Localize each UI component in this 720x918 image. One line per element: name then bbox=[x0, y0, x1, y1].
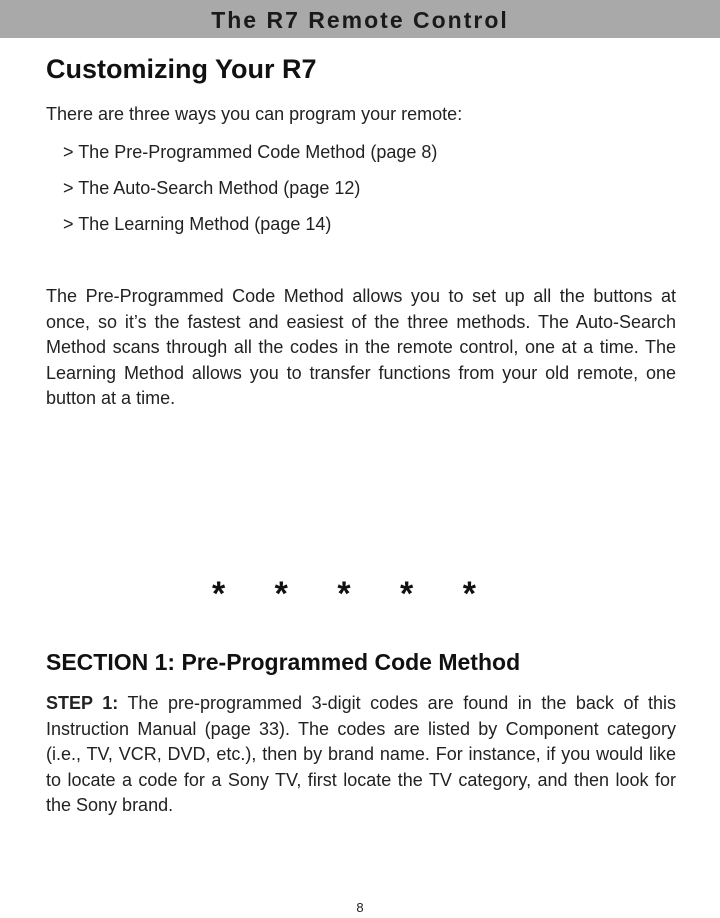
page-heading: Customizing Your R7 bbox=[46, 54, 317, 84]
overview-paragraph: The Pre-Programmed Code Method allows you to set up all the buttons at once, so it’s the fastest and easiest of the three methods. The Auto-Search Method scans through all the codes in the remote control, one at a time. The Learning Method allows you to transfer functions from your old remote, one button at a time. bbox=[46, 286, 676, 408]
step-text: The pre-programmed 3-digit codes are found in the back of this Instruction Manual (page 33). The codes are listed by Component category (i.e., TV, VCR, DVD, etc.), then by brand name. For instance, if you would like to locate a code for a Sony TV, first locate the TV category, and then look for the Sony brand. bbox=[46, 693, 676, 815]
methods-list bbox=[63, 140, 437, 248]
method-item: > The Auto-Search Method (page 12) bbox=[63, 178, 361, 198]
section-heading: SECTION 1: Pre-Programmed Code Method bbox=[46, 649, 521, 675]
intro-text: There are three ways you can program your remote: bbox=[46, 104, 463, 124]
method-item: > The Learning Method (page 14) bbox=[63, 214, 332, 234]
section-separator: * * * * * bbox=[212, 575, 496, 613]
page-number: 8 bbox=[356, 900, 364, 915]
step-paragraph bbox=[46, 691, 676, 819]
header-bar bbox=[0, 0, 720, 38]
method-item: > The Pre-Programmed Code Method (page 8) bbox=[63, 142, 438, 162]
header-title: The R7 Remote Control bbox=[211, 6, 509, 33]
step-label: STEP 1: bbox=[46, 693, 119, 713]
